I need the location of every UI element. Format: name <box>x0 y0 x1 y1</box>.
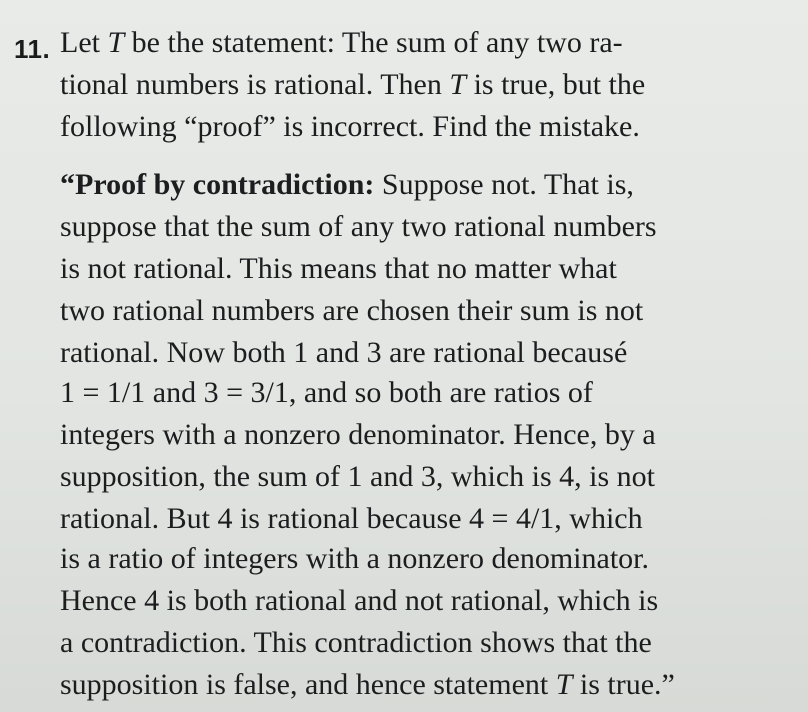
proof-line-10: is a ratio of integers with a nonzero denominator. <box>60 542 649 575</box>
proof-line-8: supposition, the sum of 1 and 3, which is 4, is not <box>60 460 655 493</box>
statement-line-1: Let T be the statement: The sum of any two ra- <box>60 26 623 59</box>
proof-line-5: rational. Now both 1 and 3 are rational becausé <box>60 336 628 369</box>
statement-line-3: following “proof” is incorrect. Find the mistake. <box>60 110 640 143</box>
proof-line-1: “Proof by contradiction: Suppose not. That is, <box>60 168 634 201</box>
proof-line-7: integers with a nonzero denominator. Hence, by a <box>60 418 656 451</box>
variable-t: T <box>107 26 125 59</box>
proof-line-12: a contradiction. This contradiction shows that the <box>60 626 652 659</box>
proof-heading: “Proof by contradiction: <box>60 168 375 201</box>
proof-line-4: two rational numbers are chosen their sum is not <box>60 294 644 327</box>
variable-t: T <box>555 668 573 701</box>
problem-number: 11. <box>14 34 51 64</box>
statement-line-2: tional numbers is rational. Then T is true, but the <box>60 68 646 101</box>
proof-line-2: suppose that the sum of any two rational numbers <box>60 210 657 243</box>
proof-line-6: 1 = 1/1 and 3 = 3/1, and so both are ratios of <box>60 376 593 409</box>
proof-line-9: rational. But 4 is rational because 4 = 4/1, which <box>60 502 643 535</box>
proof-line-13: supposition is false, and hence statement T is true.” <box>60 668 675 701</box>
variable-t: T <box>449 68 467 101</box>
proof-line-11: Hence 4 is both rational and not rational, which is <box>60 584 659 617</box>
proof-line-3: is not rational. This means that no matter what <box>60 252 617 285</box>
